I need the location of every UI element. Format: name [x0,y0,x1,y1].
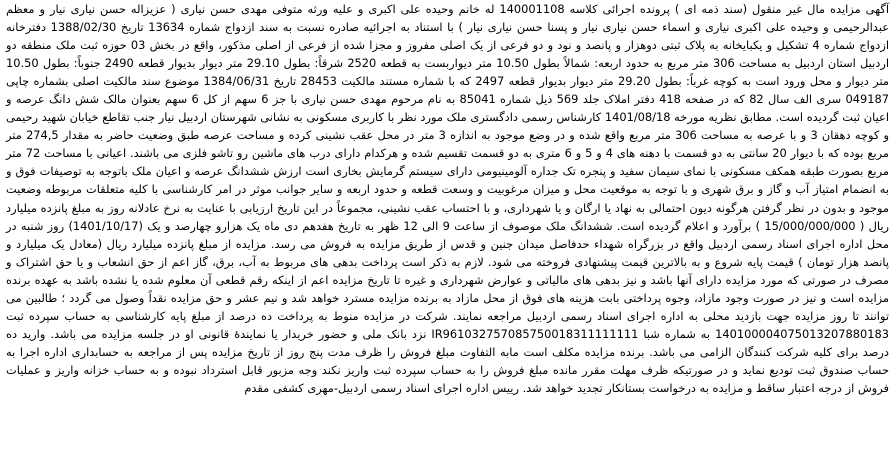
auction-notice-text: آگهی مزایده مال غیر منقول (سند ذمه ای ) پرونده اجرائی کلاسه 140001108 له خانم وحیده علی اکبری و علیه ورثه متوفی مهدی حسن نیاری ( عزیزاله حسن نیاری نیار و معظم عبدالرحیمی و وحیده علی اکبری نیاری و اسماء حسن نیاری نیار و پسنا حسن نیاری نیار ) با استناد به اجرائیه صادره نسبت به سند ازدواج شماره 13634 تاریخ 1388/02/30 دفترخانه ازدواج شماره 4 تشکیل و یکبایخانه به پلاک ثبتی دوهزار و پانصد و نود و دو فرعی از یک اصلی مفروز و مجزا شده از فرعی از اصلی مذکور، واقع در بخش 03 حوزه ثبت ملک منطقه دو اردبیل استان اردبیل به مساحت 306 متر مربع به حدود اربعه: شمالاً بطول 10.50 متر دیواربست به قطعه 2520 شرقاً: بطول 29.10 متر دیوار بدیوار قطعه 2490 جنوباً: بطول 10.50 متر دیوار و محل ورود است به کوچه غرباً: بطول 29.20 متر دیوار بدیوار قطعه 2497 که با شماره مستند مالکیت 28453 تاریخ 1384/06/31 موضوع سند مالکیت اصلی بشماره چاپی 049187 سری الف سال 82 که در صفحه 418 دفتر املاک جلد 569 ذیل شماره 85041 به نام مرحوم مهدی حسن نیاری با جز 6 سهم از کل 6 سهم بعنوان مالک شش دانگ عرصه و اعیان ثبت گردیده است. مطابق نظریه مورخه 1401/08/18 کارشناس رسمی دادگستری ملک مورد نظر با کاربری مسکونی به نشانی شهرستان اردبیل نیار جنب تقاطع خیابان شهید رحیمی و کوچه دهقان 3 و با عرصه به مساحت 306 متر مربع واقع شده و در وضع موجود به اندازه 3 متر در محل عقب نشینی کرده و مساحت عرصه طبق وضعیت حاضر به مقدار 274,5 متر مربع بوده که با دیوار 20 سانتی به دو قسمت با دهنه های 4 و 5 و 6 متری به دو قسمت تقسیم شده و هرکدام دارای درب های ماشین رو تاشو فلزی می باشند. اعیانی با مساحت 72 متر مربع بصورت طبقه همکف مسکونی با نمای سیمان سفید و پنجره تک جداره آلومینیومی دارای سیستم گرمایش بخاری است ارزش ششدانگ عرصه و اعیان ملک باتوجه به توصیفات فوق و به انضمام امتیاز آب و گاز و برق شهری و با توجه به موقعیت محل و میزان مرغوبیت و وسعت قطعه و حدود اربعه و سایر جوانب موثر در امر کارشناسی با کلیه متعلقات مربوطه وضعیت موجود و بدون در نظر گرفتن هرگونه دیون احتمالی به نهاد یا ارگان و یا شهرداری، و با احتساب عقب نشینی، مجموعاً در این تاریخ ارزیابی با عنایت به نرخ عادلانه روز به مبلغ پانزده میلیارد ریال ( 15/000/000/000 ) برآورد و اعلام گردیده است. ششدانگ ملک موصوف از ساعت 9 الی 12 ظهر به تاریخ هفدهم دی ماه یک هزارو چهارصد و یک (1401/10/17) روز شنبه در محل اداره اجرای اسناد رسمی اردبیل واقع در بزرگراه شهداء حدفاصل میدان جنین و قدس از طریق مزایده به فروش می رسد. مزایده از مبلغ پانزده میلیارد ریال (معادل یک میلیارد و پانصد هزار تومان ) قیمت پایه شروع و به بالاترین قیمت پیشنهادی فروخته می شود. لازم به ذکر است پرداخت بدهی های مربوط به آب، برق، گاز اعم از حق انشعاب و یا حق اشتراک و مصرف در صورتی که مورد مزایده دارای آنها باشد و نیز بدهی های مالیاتی و عوارض شهرداری و غیره تا تاریخ مزایده اعم از اینکه رقم قطعی آن معلوم شده یا نشده باشد به عهده برنده مزایده است و نیز در صورت وجود مازاد، وجوه پرداختی بابت هزینه های فوق از محل مازاد به برنده مزایده مسترد خواهد شد و نیم عشر و حق مزایده نقداً وصول می گردد ؛ طالبین می توانند تا روز مزایده جهت بازدید محلی به اداره اجرای اسناد رسمی اردبیل مراجعه نمایند. شرکت در مزایده منوط به پرداخت ده درصد از مبلغ پایه کارشناسی به حساب سپرده ثبت 140100004075013207880183 به شماره شبا IR961032757085750018311111111 نزد بانک ملی و حضور خریدار یا نمایندۀ قانونی او در جلسه مزایده می باشد. وارید ده درصد برای کلیه شرکت کنندگان الزامی می باشد. برنده مزایده مکلف است مابه التفاوت مبلغ فروش را ظرف مدت پنج روز از تاریخ مزایده پس از مراجعه به حسابداری اداره اجرا به حساب صندوق ثبت تودیع نماید و در صورتیکه ظرف مهلت مقرر مانده مبلغ فروش را به حساب سپرده ثبت واریز نکند وجه مزبور قابل استرداد نبوده و به حساب خزانه واریز و عملیات فروش از درجه اعتبار ساقط و مزایده به درخواست بستانکار تجدید خواهد شد. رییس اداره اجرای اسناد رسمی اردبیل-مهری کشفی مقدم [6,2,890,395]
